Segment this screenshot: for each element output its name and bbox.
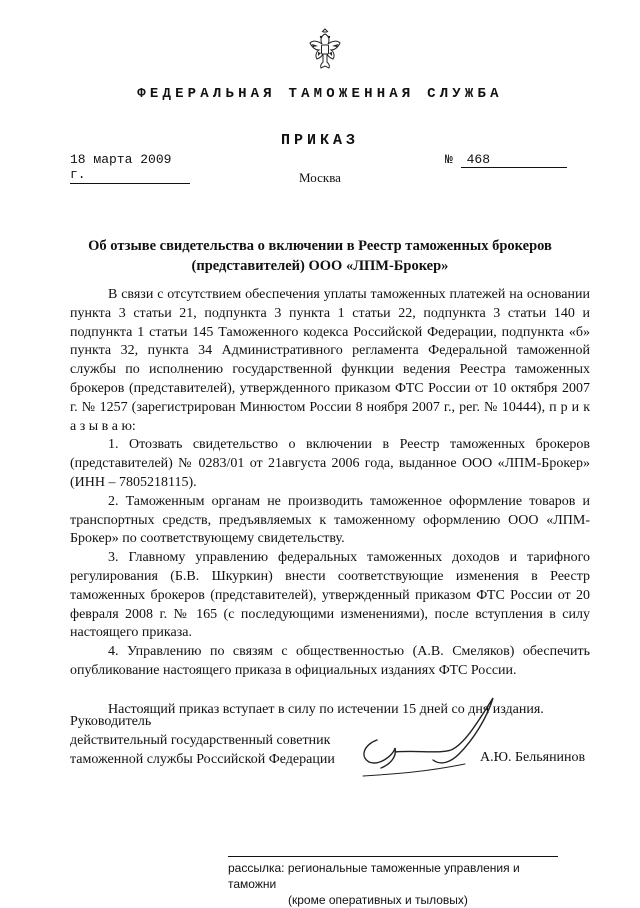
order-item: 1. Отозвать свидетельство о включении в Реестр таможенных брокеров (представителей) № 0283/01 от 21августа 2006 года, выданное ООО «ЛПМ-Брокер» (ИНН – 7805218115). (70, 437, 590, 490)
number-sign: № (445, 152, 453, 167)
signatory-position (70, 712, 335, 769)
order-item: 3. Главному управлению федеральных таможенных доходов и тарифного регулирования (Б.В. Шкуркин) внести соответствующие изменения в Реестр таможенных брокеров (представителей), утвержденный приказом ФТС России от 20 февраля 2008 г. № 165 (с последующими изменениями), после вступления в силу настоящего приказа. (70, 550, 590, 641)
distribution-line: (кроме оперативных и тыловых) (288, 893, 468, 907)
order-number-field (445, 152, 567, 168)
signatory-name: А.Ю. Бельянинов (480, 750, 586, 765)
document-body (70, 286, 590, 720)
position-line: Руководитель (70, 714, 152, 729)
position-line: действительный государственный советник (70, 733, 331, 748)
document-title (80, 236, 560, 276)
distribution-divider (228, 856, 558, 857)
title-line: Об отзыве свидетельства о включении в Реестр таможенных брокеров (88, 238, 552, 254)
effective-date-paragraph: Настоящий приказ вступает в силу по истечении 15 дней со дня издания. (108, 701, 544, 717)
order-date: 18 марта 2009 г. (70, 152, 190, 184)
order-item: 4. Управлению по связям с общественностью (А.В. Смеляков) обеспечить опубликование настоящего приказа в официальных изданиях ФТС России. (70, 644, 590, 678)
distribution-line: рассылка: региональные таможенные управления и таможни (228, 861, 520, 891)
preamble-paragraph: В связи с отсутствием обеспечения уплаты таможенных платежей на основании пункта 3 статьи 21, подпункта 3 пункта 1 статьи 22, подпункта 3 статьи 140 и подпункта 1 статьи 145 Таможенного кодекса Российской Федерации, подпункта «б» пункта 32, пункта 34 Административного регламента Федеральной таможенной службы по исполнению государственной функции ведения Реестра таможенных брокеров (представителей), утвержденного приказом ФТС России от 10 октября 2007 г. № 1257 (зарегистрирован Минюстом России 8 ноября 2007 г., рег. № 10444), п р и к а з ы в а ю: (70, 287, 590, 434)
order-number: 468 (461, 152, 567, 168)
agency-name: ФЕДЕРАЛЬНАЯ ТАМОЖЕННАЯ СЛУЖБА (137, 86, 503, 102)
position-line: таможенной службы Российской Федерации (70, 752, 335, 767)
document-type: ПРИКАЗ (280, 132, 359, 149)
handwritten-signature (355, 690, 505, 785)
title-line: (представителей) ООО «ЛПМ-Брокер» (191, 258, 449, 274)
distribution-list (228, 860, 558, 908)
city-name: Москва (299, 170, 341, 185)
order-item: 2. Таможенным органам не производить таможенное оформление товаров и транспортных средств, предъявляемых к таможенному оформлению ООО «ЛПМ-Брокер» по соответствующему свидетельству. (70, 493, 590, 547)
coat-of-arms-emblem (308, 28, 342, 70)
